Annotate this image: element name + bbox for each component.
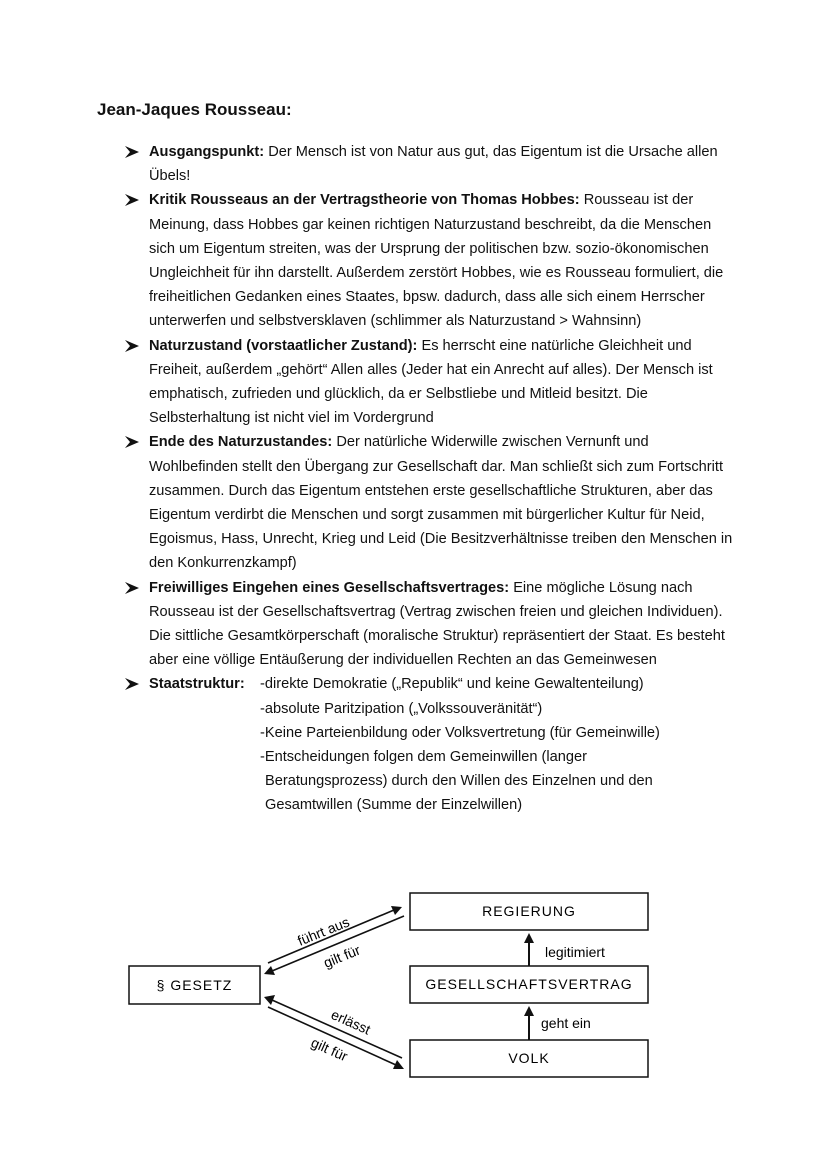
- staat-line: Gesamtwillen (Summe der Einzelwillen): [265, 797, 523, 814]
- page-title: Jean-Jaques Rousseau:: [97, 100, 292, 119]
- item-text: Es herrscht eine natürliche Gleichheit und Freiheit, außerdem „gehört“ Allen alles (Jeder hat ein Anrecht auf alles). Der Mensch ist emphatisch, zufrieden und glücklich, da er Selbstliebe und Mitleid besitzt. Die Selbsterhaltung ist nicht viel im Vordergrund: [149, 337, 713, 427]
- item-text: Eine mögliche Lösung nach Rousseau ist der Gesellschaftsvertrag (Vertrag zwischen freien und gleichen Individuen). Die sittliche Gesamtkörperschaft (moralische Struktur) repräsentiert der Staat. Es besteht aber eine völlige Entäußerung der individuellen Rechten an das Gemeinwesen: [149, 579, 725, 669]
- arrow-bullet-icon: [124, 581, 140, 595]
- item-text: Der Mensch ist von Natur aus gut, das Eigentum ist die Ursache allen Übels!: [149, 144, 718, 185]
- list-item: [97, 334, 737, 431]
- staat-line: -Keine Parteienbildung oder Volksvertretung (für Gemeinwille): [260, 724, 660, 741]
- fuehrt-aus-label: führt aus: [295, 913, 352, 949]
- arrow-bullet-icon: [124, 435, 140, 449]
- arrow-bullet-icon: [124, 677, 140, 691]
- staat-line: -direkte Demokratie („Republik“ und keine Gewaltenteilung): [260, 676, 644, 693]
- staat-line: -absolute Paritzipation („Volkssouveränität“): [260, 700, 543, 717]
- staat-line: Beratungsprozess) durch den Willen des Einzelnen und den: [265, 773, 653, 790]
- item-text: Der natürliche Widerwille zwischen Vernunft und Wohlbefinden stellt den Übergang zur Gesellschaft dar. Man schließt sich zum Fortschritt zusammen. Durch das Eigentum entstehen erste gesellschaftliche Strukturen, aber das Eigentum verdirbt die Menschen und sorgt zusammen mit bürgerlicher Kultur für Neid, Egoismus, Hass, Unrecht, Krieg und Leid (Die Besitzverhältnisse treiben den Menschen in den Konkurrenzkampf): [149, 434, 733, 572]
- erlaesst-label: erlässt: [328, 1006, 373, 1038]
- list-item: [97, 188, 737, 333]
- item-heading: Ausgangspunkt:: [149, 144, 265, 160]
- arrow-up-icon: [524, 933, 534, 966]
- staat-line: -Entscheidungen folgen dem Gemeinwillen (langer: [260, 749, 587, 766]
- gilt-fuer-bottom-label: gilt für: [308, 1034, 351, 1065]
- volk-label: VOLK: [508, 1050, 550, 1066]
- item-heading: Staatstruktur:: [149, 676, 245, 693]
- arrow-bullet-icon: [124, 145, 140, 159]
- list-item-staatstruktur: [97, 672, 737, 817]
- arrow-bullet-icon: [124, 339, 140, 353]
- regierung-label: REGIERUNG: [482, 903, 576, 919]
- diagram: [120, 880, 660, 1090]
- arrow-up-icon: [524, 1006, 534, 1040]
- item-text: Rousseau ist der Meinung, dass Hobbes gar keinen richtigen Naturzustand beschreibt, da die Menschen sich um Eigentum streiten, was der Ursprung der politischen bzw. sozio-ökonomischen Ungleichheit für ihn darstellt. Außerdem zerstört Hobbes, wie es Rousseau formuliert, die freiheitlichen Gedanken eines Staates, bpsw. dadurch, dass alle sich einem Herrscher unterwerfen und selbstversklaven (schlimmer als Naturzustand > Wahnsinn): [149, 192, 724, 330]
- gilt-fuer-top-label: gilt für: [321, 941, 363, 971]
- arrow-bullet-icon: [124, 193, 140, 207]
- legitimiert-label: legitimiert: [545, 944, 605, 960]
- item-heading: Kritik Rousseaus an der Vertragstheorie von Thomas Hobbes:: [149, 192, 580, 209]
- gesetz-label: § GESETZ: [156, 977, 233, 993]
- item-heading: Naturzustand (vorstaatlicher Zustand):: [149, 337, 418, 354]
- list-item: [97, 430, 737, 575]
- bullet-list: [97, 140, 737, 818]
- staat-lines: [260, 672, 737, 817]
- item-heading: Freiwilliges Eingehen eines Gesellschaftsvertrages:: [149, 579, 510, 596]
- list-item: [97, 140, 737, 188]
- geht-ein-label: geht ein: [541, 1015, 591, 1031]
- item-heading: Ende des Naturzustandes:: [149, 434, 333, 451]
- list-item: [97, 576, 737, 673]
- vertrag-label: GESELLSCHAFTSVERTRAG: [425, 976, 633, 992]
